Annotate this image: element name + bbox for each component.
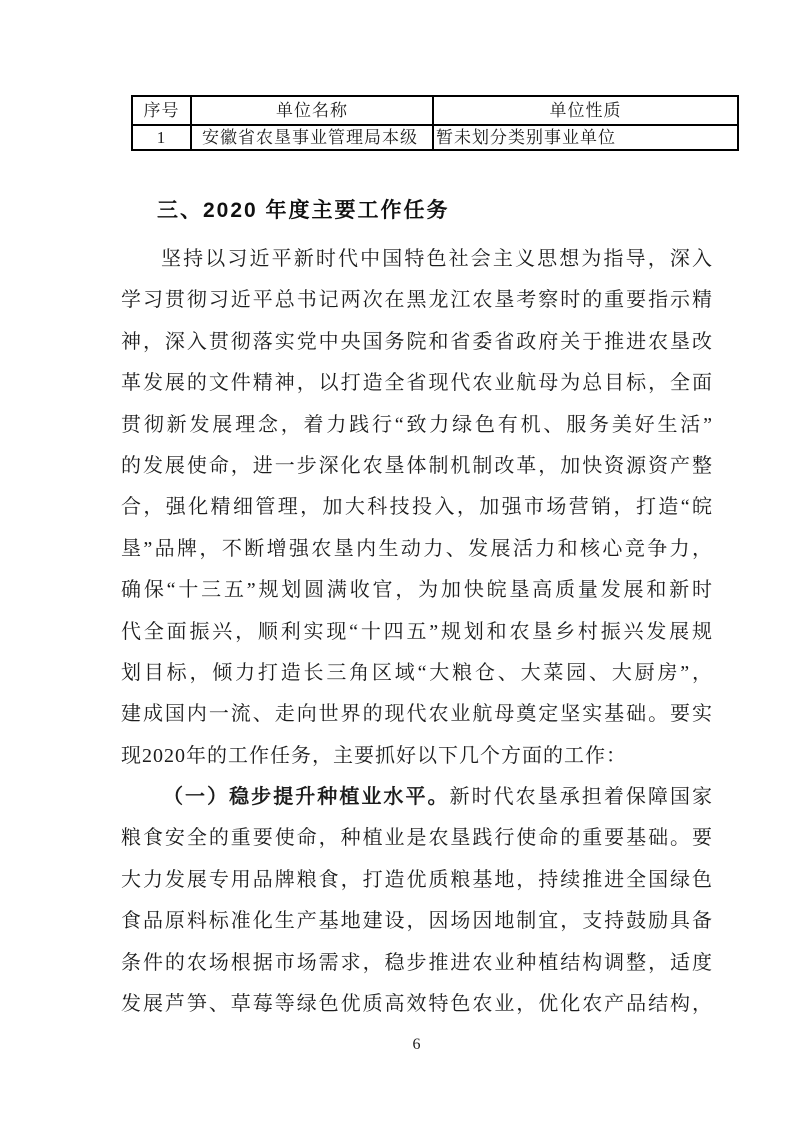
document-body <box>121 247 712 1033</box>
body-line: 划目标，倾力打造长三角区域“大粮仓、大菜园、大厨房”， <box>121 661 712 684</box>
table-cell-unit-name: 安徽省农垦事业管理局本级 <box>191 125 433 150</box>
table-header-unit-type: 单位性质 <box>433 96 738 125</box>
body-line: 神，深入贯彻落实党中央国务院和省委省政府关于推进农垦改 <box>121 330 712 353</box>
table-cell-unit-type: 暂未划分类别事业单位 <box>433 125 738 150</box>
body-line: 的发展使命，进一步深化农垦体制机制改革，加快资源资产整 <box>121 454 712 477</box>
table-header-unit-name: 单位名称 <box>191 96 433 125</box>
unit-table <box>131 95 739 151</box>
body-line: 合，强化精细管理，加大科技投入，加强市场营销，打造“皖 <box>121 496 712 519</box>
table-row <box>132 125 738 150</box>
body-line: 确保“十三五”规划圆满收官，为加快皖垦高质量发展和新时 <box>121 579 712 602</box>
page-number: 6 <box>412 1036 421 1053</box>
body-line: 粮食安全的重要使命，种植业是农垦践行使命的重要基础。要 <box>121 827 712 850</box>
body-line: 学习贯彻习近平总书记两次在黑龙江农垦考察时的重要指示精 <box>121 289 712 312</box>
table-header-index: 序号 <box>132 96 191 125</box>
body-line: 坚持以习近平新时代中国特色社会主义思想为指导，深入 <box>161 248 712 270</box>
body-line: 建成国内一流、走向世界的现代农业航母奠定坚实基础。要实 <box>121 703 712 726</box>
body-line: 现2020年的工作任务，主要抓好以下几个方面的工作： <box>121 744 627 767</box>
body-line: 垦”品牌，不断增强农垦内生动力、发展活力和核心竞争力， <box>121 537 712 560</box>
body-line: 代全面振兴，顺利实现“十四五”规划和农垦乡村振兴发展规 <box>121 620 712 643</box>
body-line <box>121 785 712 826</box>
section-heading: 三、2020 年度主要工作任务 <box>157 199 450 222</box>
body-line: 革发展的文件精神，以打造全省现代农业航母为总目标，全面 <box>121 372 712 395</box>
table-header-row <box>132 96 738 125</box>
body-line: 食品原料标准化生产基地建设，因场因地制宜，支持鼓励具备 <box>121 910 712 933</box>
table-cell-index: 1 <box>132 125 191 150</box>
body-line: 大力发展专用品牌粮食，打造优质粮基地，持续推进全国绿色 <box>121 868 712 891</box>
body-line-text: 新时代农垦承担着保障国家 <box>449 786 713 809</box>
body-line: 贯彻新发展理念，着力践行“致力绿色有机、服务美好生活” <box>121 413 712 436</box>
subsection-title: （一）稳步提升种植业水平。 <box>163 786 450 809</box>
body-line: 条件的农场根据市场需求，稳步推进农业种植结构调整，适度 <box>121 951 712 974</box>
body-line: 发展芦笋、草莓等绿色优质高效特色农业，优化农产品结构， <box>121 993 712 1016</box>
